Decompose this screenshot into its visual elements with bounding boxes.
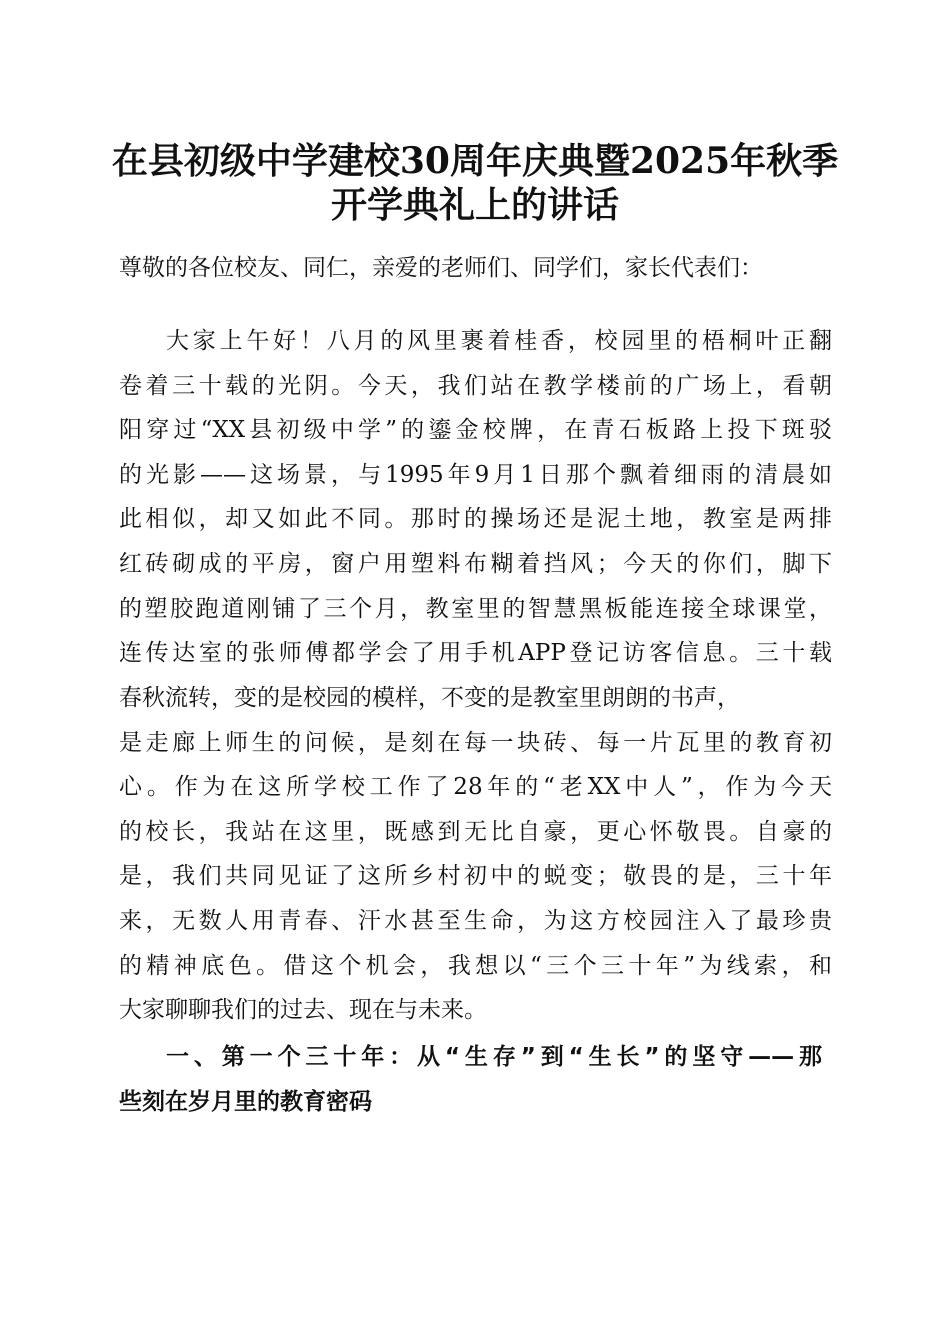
paragraph-line: 心。作为在这所学校工作了28年的“老XX中人”，作为今天 (119, 774, 832, 800)
paragraph-line: 的校长，我站在这里，既感到无比自豪，更心怀敬畏。自豪的 (119, 819, 832, 845)
paragraph-line: 春秋流转，变的是校园的模样，不变的是教室里朗朗的书声， (119, 685, 740, 711)
paragraph-line: 是走廊上师生的问候，是刻在每一块砖、每一片瓦里的教育初 (119, 730, 832, 756)
paragraph-line: 此相似，却又如此不同。那时的操场还是泥土地，教室是两排 (119, 506, 832, 532)
salutation: 尊敬的各位校友、同仁，亲爱的老师们、同学们，家长代表们： (119, 255, 763, 281)
paragraph-line: 的塑胶跑道刚铺了三个月，教室里的智慧黑板能连接全球课堂， (119, 596, 832, 622)
paragraph-line: 连传达室的张师傅都学会了用手机APP登记访客信息。三十载 (119, 640, 832, 666)
section-heading-line-2: 些刻在岁月里的教育密码 (119, 1089, 372, 1115)
paragraph-line: 的光影——这场景，与1995年9月1日那个飘着细雨的清晨如 (119, 462, 832, 488)
paragraph-line: 来，无数人用青春、汗水甚至生命，为这方校园注入了最珍贵 (119, 908, 832, 934)
document-title-line-2: 开学典礼上的讲话 (330, 184, 619, 226)
paragraph-line: 的精神底色。借这个机会，我想以“三个三十年”为线索，和 (119, 953, 832, 979)
section-heading-line-1: 一、第一个三十年：从“生存”到“生长”的坚守——那 (166, 1044, 822, 1070)
paragraph-line: 大家上午好！八月的风里裹着桂香，校园里的梧桐叶正翻 (166, 328, 832, 354)
document-title-line-1: 在县初级中学建校30周年庆典暨2025年秋季 (111, 140, 839, 182)
paragraph-line: 是，我们共同见证了这所乡村初中的蜕变；敬畏的是，三十年 (119, 863, 832, 889)
paragraph-line: 卷着三十载的光阴。今天，我们站在教学楼前的广场上，看朝 (119, 373, 832, 399)
paragraph-line: 阳穿过“XX县初级中学”的鎏金校牌，在青石板路上投下斑驳 (119, 417, 832, 443)
paragraph-line: 大家聊聊我们的过去、现在与未来。 (119, 997, 487, 1023)
paragraph-line: 红砖砌成的平房，窗户用塑料布糊着挡风；今天的你们，脚下 (119, 551, 832, 577)
